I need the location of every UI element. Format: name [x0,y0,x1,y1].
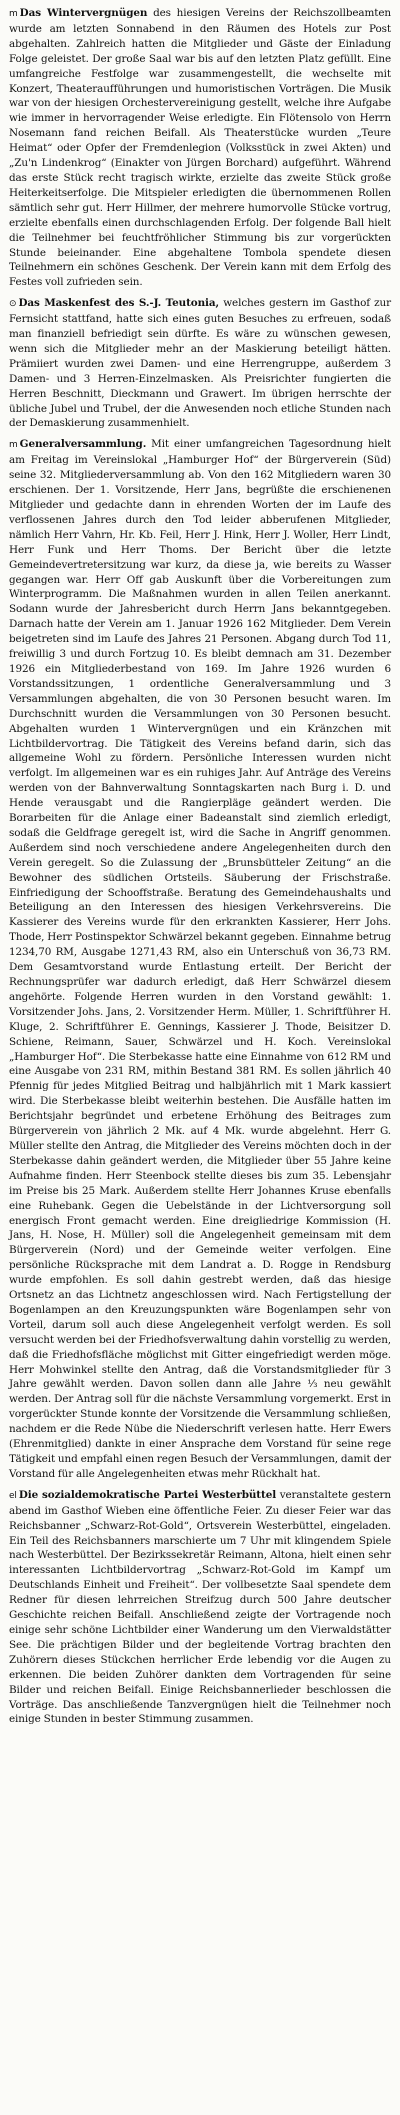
article-headword: Die sozialdemokratische Partei Westerbüttel [18,1488,277,1501]
article-body: veranstaltete gestern abend im Gasthof Wieben eine öffentliche Feier. Zu dieser Feier war das Reichsbanner „Schwarz-Rot-Gold“, Ortsverein Westerbüttel, eingeladen. Ein Teil des Reichsbanners marschierte um 7 Uhr mit klingendem Spiele nach Westerbüttel. Der Bezirkssekretär Reimann, Altona, hielt einen sehr interessanten Lichtbildervortrag „Schwarz-Rot-Gold im Kampf um Deutschlands Einheit und Freiheit“. Der vollbesetzte Saal spendete dem Redner für diesen lehrreichen Streifzug durch 500 Jahre deutscher Geschichte reichen Beifall. Anschließend zeigte der Vortragende noch einige sehr schöne Lichtbilder einer Wanderung um den Vierwaldstätter See. Die prächtigen Bilder und der begleitende Vortrag brachten den Zuhörern dieses Stückchen herrlicher Erde lebendig vor die Augen zu erkennen. Die beiden Zuhörer dankten dem Vortragenden für seine Bilder und reichen Beifall. Einige Reichsbannerlieder beschlossen die Vorträge. Das anschließende Tanzvergnügen hielt die Teilnehmer noch einige Stunden in bester Stimmung zusammen. [9,1488,391,1726]
article-body: welches gestern im Gasthof zur Fernsicht stattfand, hatte sich eines guten Besuches zu erfreuen, sodaß man finanziell befriedigt sein dürfte. Es wäre zu wünschen gewesen, wenn sich die Mitglieder mehr an der Maskierung beteiligt hätten. Prämiiert wurden zwei Damen- und eine Herrengruppe, außerdem 3 Damen- und 3 Herren-Einzelmasken. Als Preisrichter fungierten die Herren Beschnitt, Dieckmann und Grawert. Im übrigen herrschte der übliche Jubel und Trubel, der die Anwesenden noch etliche Stunden nach der Demaskierung zusammenhielt. [9,297,391,430]
article-marker: m [9,440,18,451]
article-paragraph [9,437,391,1481]
article-generalversammlung [9,437,391,1481]
article-marker: el [9,1490,17,1501]
article-maskenfest [9,296,391,431]
article-marker: m [9,9,18,19]
article-body: Mit einer umfangreichen Tagesordnung hielt am Freitag im Vereinslokal „Hamburger Hof“ der Bürgerverein (Süd) seine 32. Mitgliederversammlung ab. Von den 162 Mitgliedern waren 30 erschienen. Der 1. Vorsitzende, Herr Jans, begrüßte die erschienenen Mitglieder und gedachte dann in ehrenden Worten der im Laufe des verflossenen Jahres durch den Tod leider abberufenen Mitglieder, nämlich Herr Vahrn, Hr. Kb. Feil, Herr J. Hink, Herr J. Woller, Herr Lindt, Herr Funk und Herr Thoms. Der Bericht über die letzte Gemeindevertretersitzung war kurz, da diese ja, wie bereits zu Wasser gegangen war. Herr Off gab Auskunft über die Vorbereitungen zum Winterprogramm. Die Maßnahmen wurden in allen Teilen anerkannt. Sodann wurde der Jahresbericht durch Herrn Jans bekanntgegeben. Darnach hatte der Verein am 1. Januar 1926 162 Mitglieder. Dem Verein beigetreten sind im Laufe des Jahres 21 Personen. Abgang durch Tod 11, freiwillig 3 und durch Fortzug 10. Es bleibt demnach am 31. Dezember 1926 ein Mitgliederbestand von 169. Im Jahre 1926 wurden 6 Vorstandssitzungen, 1 ordentliche Generalversammlung und 3 Versammlungen abgehalten, die von 30 Personen besucht waren. Im Durchschnitt wurden die Versammlungen von 30 Personen besucht. Abgehalten wurden 1 Wintervergnügen und ein Kränzchen mit Lichtbildervortrag. Die Tätigkeit des Vereins befand darin, sich das allgemeine Wohl zu fördern. Persönliche Interessen wurden nicht verfolgt. Im allgemeinen war es ein ruhiges Jahr. Auf Anträge des Vereins werden von der Bahnverwaltung Sonntagskarten nach Burg i. D. und Hende verausgabt und die Rangierpläge geändert werden. Die Borarbeiten für die Anlage einer Badeanstalt sind ziemlich erledigt, sodaß die Geldfrage geregelt ist, wird die Sache in Angriff genommen. Außerdem sind noch verschiedene andere Angelegenheiten durch den Verein geregelt. So die Zulassung der „Brunsbütteler Zeitung“ an die Bewohner des südlichen Ortsteils. Säuberung der Frischstraße. Einfriedigung der Schooffstraße. Beratung des Gemeindehaushalts und Beteiligung an den Interessen des hiesigen Verkehrsvereins. Die Kassierer des Vereins wurde für den erkrankten Kassierer, Herr Johs. Thode, Herr Postinspektor Schwärzel bekannt gegeben. Einnahme betrug 1234,70 RM, Ausgabe 1271,43 RM, also ein Unterschuß von 36,73 RM. Dem Gesamtvorstand wurde Entlastung erteilt. Der Bericht der Rechnungsprüfer war dadurch erledigt, daß Herr Schwärzel diesem angehörte. Folgende Herren wurden in den Vorstand gewählt: 1. Vorsitzender Johs. Jans, 2. Vorsitzender Herm. Müller, 1. Schriftführer H. Kluge, 2. Schriftführer E. Gennings, Kassierer J. Thode, Beisitzer D. Schiene, Reimann, Sauer, Schwärzel und H. Koch. Vereinslokal „Hamburger Hof“. Die Sterbekasse hatte eine Einnahme von 612 RM und eine Ausgabe von 231 RM, mithin Bestand 381 RM. Es sollen jährlich 40 Pfennig für jedes Mitglied Beitrag und halbjährlich mit 1 Mark kassiert wird. Die Sterbekasse bleibt weiterhin bestehen. Die Ausfälle hatten im Berichtsjahr begründet und erbetene Erhöhung des Beitrages zum Bürgerverein von jährlich 2 Mk. auf 4 Mk. wurde abgelehnt. Herr G. Müller stellte den Antrag, die Mitglieder des Vereins möchten doch in der Sterbekasse dahin geändert werden, die Mitglieder über 55 Jahre keine Aufnahme finden. Herr Steenbock stellte dieses bis zum 35. Lebensjahr im Preise bis 25 Mark. Außerdem stellte Herr Johannes Kruse ebenfalls eine Ruhebank. Gegen die Uebelstände in der Lichtversorgung soll energisch Front gemacht werden. Eine dreigliedrige Kommission (H. Jans, H. Nose, H. Müller) soll die Angelegenheit gemeinsam mit dem Bürgerverein (Nord) und der Gemeinde weiter verfolgen. Eine persönliche Rücksprache mit dem Landrat a. D. Rogge in Rendsburg wurde empfohlen. Es soll dahin gestrebt werden, daß das hiesige Ortsnetz an das Lichtnetz angeschlossen wird. Nach Fertigstellung der Bogenlampen an den Kreuzungspunkten wäre Bogenlampen sehr von Vorteil, darum soll auch diese Angelegenheit verfolgt werden. Es soll versucht werden bei der Friedhofsverwaltung dahin vorstellig zu werden, daß die Friedhofsfläche möglichst mit Gitter eingefriedigt werden möge. Herr Mohwinkel stellte den Antrag, daß die Vorstandsmitglieder für 3 Jahre gewählt werden. Davon sollen dann alle Jahre ⅓ neu gewählt werden. Der Antrag soll für die nächste Versammlung vorgemerkt. Erst in vorgerückter Stunde konnte der Vorsitzende die Versammlung schließen, nachdem er die Rede Nübe die Niederschrift verlesen hatte. Herr Ewers (Ehrenmitglied) dankte in einer Ansprache dem Vorstand für seine rege Tätigkeit und empfahl einen regen Besuch der Versammlungen, damit der Vorstand für alle Angelegenheiten etwas mehr Rückhalt hat. [9,438,391,1480]
article-headword: Generalversammlung. [19,438,147,451]
article-headword: Das Maskenfest des S.-J. Teutonia, [18,297,220,310]
article-headword: Das Wintervergnügen [19,7,148,19]
article-body: des hiesigen Vereins der Reichszollbeamten wurde am letzten Sonnabend in den Räumen des Hotels zur Post abgehalten. Zahlreich hatten die Mitglieder und Gäste der Einladung Folge geleistet. Der große Saal war bis auf den letzten Platz gefüllt. Eine umfangreiche Festfolge war zusammengestellt, die wechselte mit Konzert, Theateraufführungen und humoristischen Vorträgen. Die Musik war von der hiesigen Orchestervereinigung gestellt, welche ihre Aufgabe wie immer in hervorragender Weise erledigte. Ein Flötensolo von Herrn Nosemann fand reichen Beifall. Als Theaterstücke wurden „Teure Heimat“ oder Opfer der Fremdenlegion (Volksstück in zwei Akten) und „Zu'n Lindenkrog“ (Einakter von Jürgen Borchard) aufgeführt. Während das erste Stück recht tragisch wirkte, erzielte das zweite Stück große Heiterkeitserfolge. Die Mitspieler erledigten die übernommenen Rollen sämtlich sehr gut. Herr Hillmer, der mehrere humorvolle Stücke vortrug, erzielte ebenfalls einen durchschlagenden Erfolg. Der folgende Ball hielt die Teilnehmer bei feuchtfröhlicher Stimmung bis zur vorgerückten Stunde beieinander. Eine abgehaltene Tombola spendete diesen Teilnehmern ein schönes Geschenk. Der Verein kann mit dem Erfolg des Festes voll zufrieden sein. [9,7,391,289]
article-paragraph [9,296,391,431]
article-sozialdemokratische-partei [9,1488,391,1728]
article-paragraph [9,1488,391,1728]
article-marker: ⊙ [9,299,17,310]
article-wintervergnuegen [9,6,391,290]
article-paragraph [9,6,391,290]
